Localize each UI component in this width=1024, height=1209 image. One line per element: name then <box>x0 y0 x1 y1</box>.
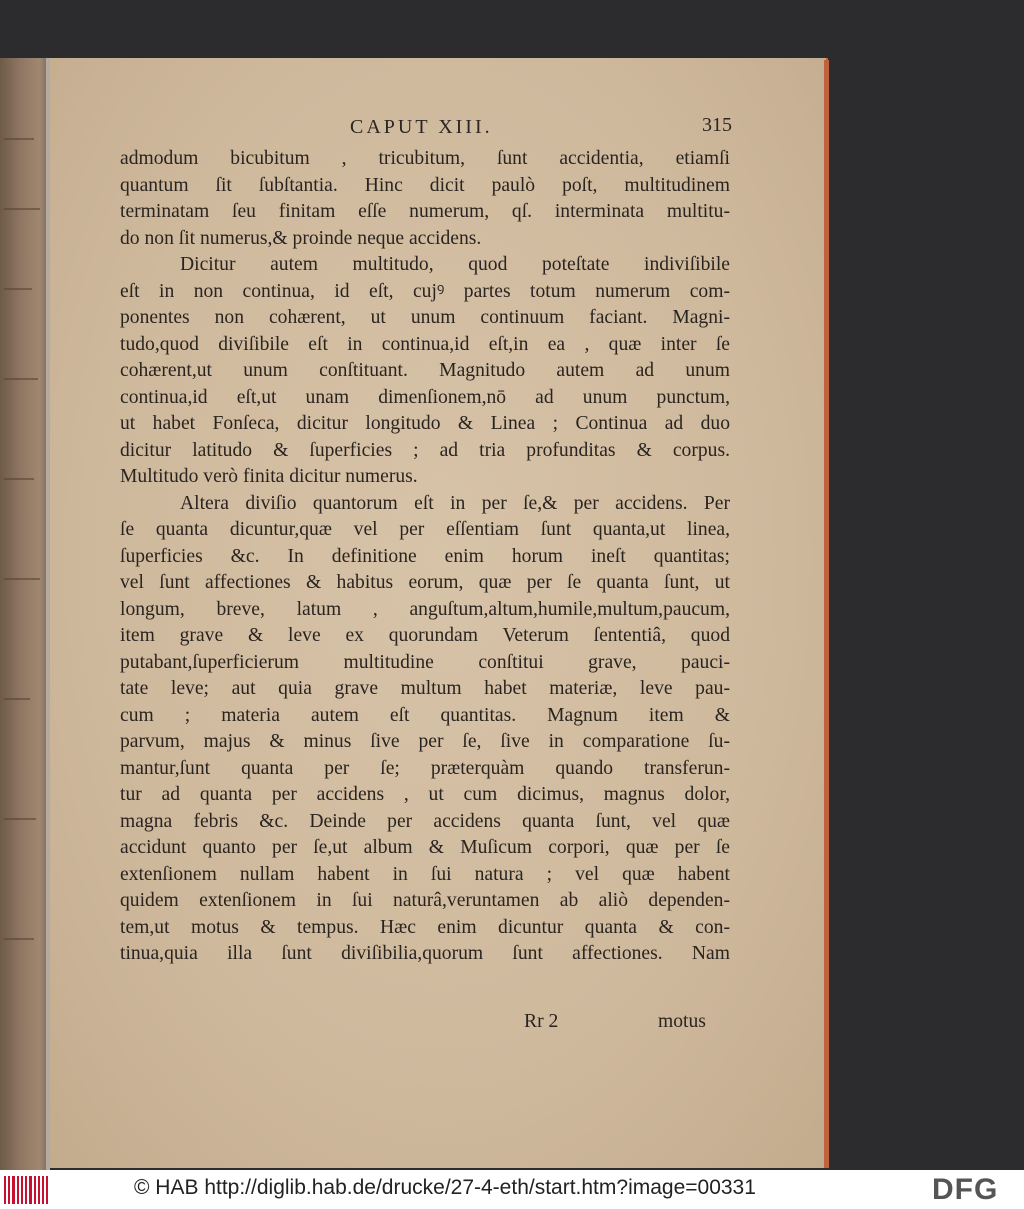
text-line: tem,ut motus & tempus. Hæc enim dicuntur quanta & con- <box>120 916 730 938</box>
text-line: vel ſunt affectiones & habitus eorum, quæ per ſe quanta ſunt, ut <box>120 572 730 593</box>
text-line: putabant,ſuperficierum multitudine conſtitui grave, pauci- <box>120 651 730 673</box>
text-line: eſt in non continua, id eſt, cujꝰ partes totum numerum com- <box>120 280 730 302</box>
catchword: motus <box>658 1011 706 1032</box>
text-line: Multitudo verò finita dicitur numerus. <box>120 466 418 487</box>
text-line: admodum bicubitum , tricubitum, ſunt accidentia, etiamſi <box>120 148 730 169</box>
page-number: 315 <box>702 114 732 136</box>
hab-logo-icon <box>4 1176 48 1204</box>
text-line: extenſionem nullam habent in ſui natura ; vel quæ habent <box>120 863 730 885</box>
facing-page-edge <box>0 58 50 1170</box>
text-line: quidem extenſionem in ſui naturâ,veruntamen ab aliò dependen- <box>120 890 730 911</box>
credit-link[interactable]: © HAB http://diglib.hab.de/drucke/27-4-eth/start.htm?image=00331 <box>134 1176 756 1199</box>
text-line: longum, breve, latum , anguſtum,altum,humile,multum,paucum, <box>120 598 730 620</box>
text-line: ut habet Fonſeca, dicitur longitudo & Linea ; Continua ad duo <box>120 413 730 434</box>
text-line: dicitur latitudo & ſuperficies ; ad tria profunditas & corpus. <box>120 439 730 461</box>
text-line: ponentes non cohærent, ut unum continuum faciant. Magni- <box>120 307 730 328</box>
text-line: ſuperficies &c. In definitione enim horum ineſt quantitas; <box>120 545 730 567</box>
text-line: continua,id eſt,ut unam dimenſionem,nō ad unum punctum, <box>120 386 730 408</box>
body-text <box>120 146 730 968</box>
text-line: ſe quanta dicuntur,quæ vel per eſſentiam ſunt quanta,ut linea, <box>120 519 730 540</box>
text-line: mantur,ſunt quanta per ſe; præterquàm quando transferun- <box>120 757 730 779</box>
credit-bar <box>0 1170 1024 1209</box>
page-edge <box>824 60 829 1168</box>
text-line: cum ; materia autem eſt quantitas. Magnum item & <box>120 704 730 726</box>
text-line: parvum, majus & minus ſive per ſe, ſive in comparatione ſu- <box>120 731 730 752</box>
text-line: terminatam ſeu finitam eſſe numerum, qſ. interminata multitu- <box>120 201 730 222</box>
text-line: quantum ſit ſubſtantia. Hinc dicit paulò poſt, multitudinem <box>120 174 730 196</box>
text-line: tur ad quanta per accidens , ut cum dicimus, magnus dolor, <box>120 784 730 805</box>
dfg-logo: DFG <box>932 1173 999 1206</box>
running-head: CAPUT XIII. <box>350 116 493 138</box>
text-line: do non ſit numerus,& proinde neque accidens. <box>120 227 482 249</box>
text-line: tate leve; aut quia grave multum habet materiæ, leve pau- <box>120 678 730 699</box>
page-footer <box>50 1011 826 1041</box>
text-line: Altera diviſio quantorum eſt in per ſe,& per accidens. Per <box>180 492 730 514</box>
text-line: cohærent,ut unum conſtituant. Magnitudo autem ad unum <box>120 360 730 381</box>
text-line: Dicitur autem multitudo, quod poteſtate indiviſibile <box>180 254 730 275</box>
text-line: tudo,quod diviſibile eſt in continua,id eſt,in ea , quæ inter ſe <box>120 333 730 355</box>
text-line: tinua,quia illa ſunt diviſibilia,quorum ſunt affectiones. Nam <box>120 943 730 964</box>
signature-mark: Rr 2 <box>524 1011 559 1032</box>
text-line: item grave & leve ex quorundam Veterum ſententiâ, quod <box>120 625 730 646</box>
text-line: magna febris &c. Deinde per accidens quanta ſunt, vel quæ <box>120 810 730 832</box>
book-page <box>50 58 826 1168</box>
text-line: accidunt quanto per ſe,ut album & Muſicum corpori, quæ per ſe <box>120 837 730 858</box>
page-header <box>50 116 826 146</box>
